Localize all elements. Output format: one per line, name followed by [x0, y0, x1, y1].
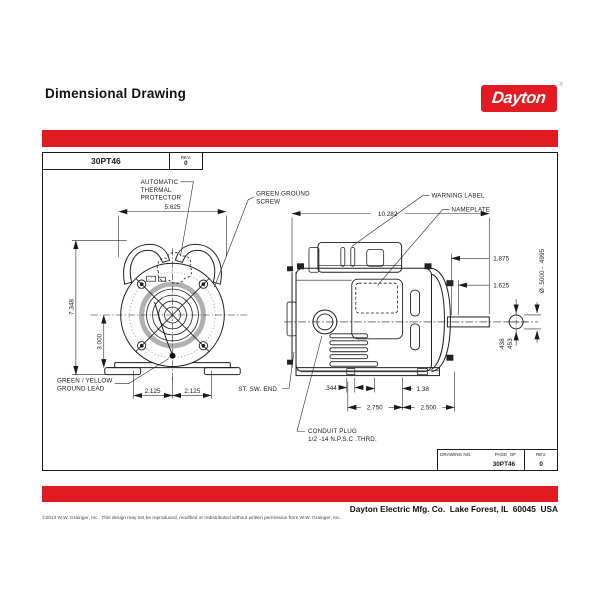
red-accent-bar-bottom — [42, 486, 558, 502]
company-address: Dayton Electric Mfg. Co. Lake Forest, IL 60045 USA — [349, 504, 558, 514]
bottom-title-block — [437, 449, 557, 470]
label-warning: WARNING LABEL — [431, 192, 485, 200]
dim-1625: 1.625 — [493, 282, 510, 290]
dim-flat-top: .438 — [499, 338, 507, 351]
dim-flat-bottom: .453 — [507, 338, 515, 351]
label-thermal-2: THERMAL — [140, 186, 172, 194]
drawing-number-cell — [438, 450, 524, 470]
registered-mark-icon: ® — [559, 82, 563, 88]
side-dimensions — [292, 214, 541, 412]
part-number-box — [43, 153, 170, 170]
label-conduit-2: 1/2 -14 N.P.S.C .THRD. — [307, 436, 377, 444]
dim-1875: 1.875 — [493, 255, 510, 263]
label-thermal-3: PROTECTOR — [140, 194, 182, 202]
bottom-rev-label: REV. — [535, 452, 547, 458]
dim-2750: 2.750 — [366, 404, 383, 412]
front-view — [91, 244, 249, 379]
part-number: 30PT46 — [91, 155, 121, 166]
red-accent-bar-top — [42, 130, 558, 147]
rev-value: 0 — [184, 159, 188, 167]
label-ground-screw-1: GREEN GROUND — [256, 190, 310, 198]
dim-bolt-right: 2.125 — [184, 387, 201, 395]
drawing-frame — [42, 152, 558, 471]
dimensional-drawing-canvas — [43, 153, 557, 470]
dim-shaft-diameter: Ø .5000 - .4995 — [539, 248, 547, 294]
brand-text: Dayton — [491, 89, 547, 107]
bottom-rev-value: 0 — [539, 461, 543, 469]
label-ground-screw-2: SCREW — [256, 198, 281, 206]
side-leaders — [282, 196, 449, 432]
vent-slots — [330, 290, 420, 366]
nameplate-outline — [356, 283, 398, 313]
page-title: Dimensional Drawing — [45, 86, 187, 101]
label-switch-end: ST. SW. END — [238, 386, 278, 393]
label-thermal-1: AUTOMATIC — [140, 178, 179, 186]
dim-138: 1.38 — [416, 386, 429, 393]
switch-box — [318, 242, 402, 272]
label-conduit-1: CONDUIT PLUG — [307, 428, 357, 436]
dayton-logo — [481, 82, 563, 112]
drawing-no-label: DRAWING NO. — [440, 452, 472, 458]
label-ground-lead-1: GREEN / YELLOW — [56, 377, 113, 385]
label-ground-lead-2: GROUND LEAD — [56, 385, 105, 393]
dim-front-center-height: 3.000 — [96, 333, 104, 350]
rev-label: REV. — [180, 154, 192, 160]
dim-overall-length: 10.282 — [377, 210, 398, 218]
page-of-label: PAGE OF — [494, 452, 517, 458]
copyright-notice: ©2013 W.W. Grainger, Inc. This design may not be reproduced, modified or redistributed without written permission from W.W. Grainger, Inc. — [42, 516, 341, 521]
rev-cell — [524, 450, 557, 470]
dim-slot: .344 — [324, 385, 337, 393]
dim-front-height: 7.348 — [68, 299, 76, 315]
drawing-no-value: 30PT46 — [492, 461, 516, 469]
dim-bolt-left: 2.125 — [144, 387, 161, 395]
dim-front-width: 5.625 — [164, 204, 181, 212]
dim-2500: 2.500 — [420, 404, 437, 412]
ground-lead-dot — [170, 353, 176, 359]
rev-box — [170, 153, 203, 170]
label-nameplate: NAMEPLATE — [451, 206, 491, 214]
